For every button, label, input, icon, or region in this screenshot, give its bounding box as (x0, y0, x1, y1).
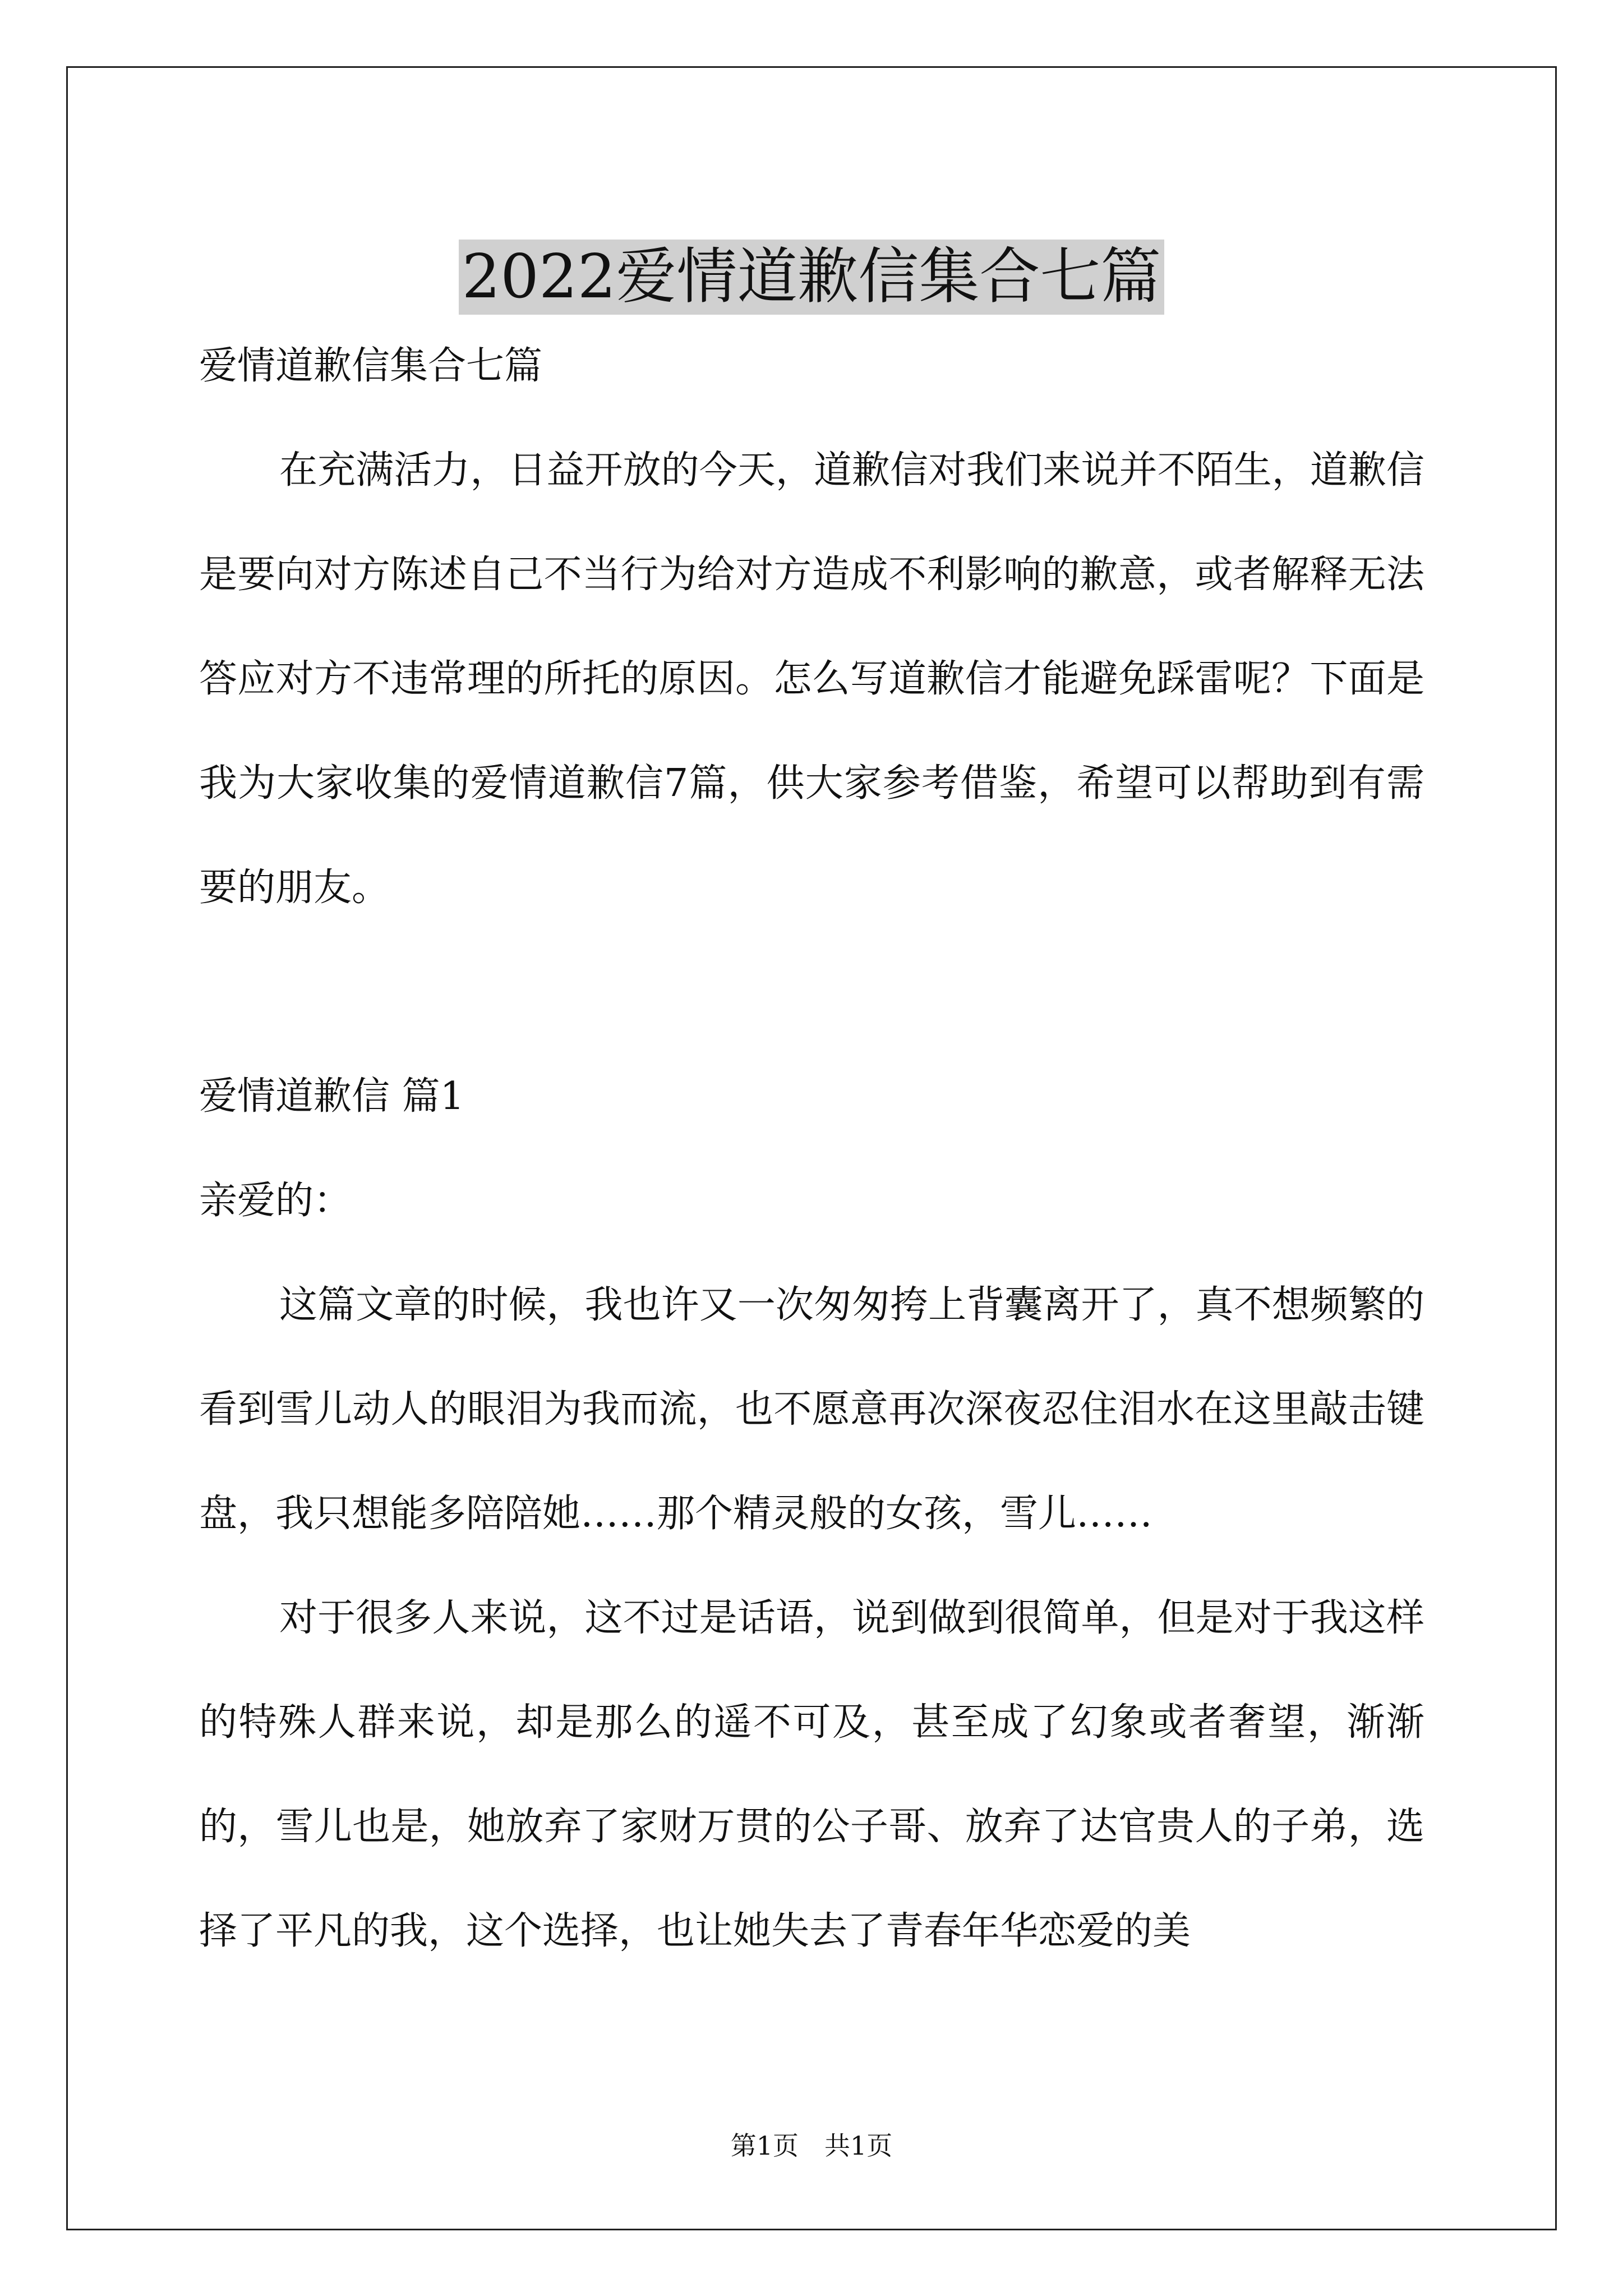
document-title: 2022爱情道歉信集合七篇 (459, 240, 1165, 315)
page-total: 共1页 (824, 2131, 893, 2161)
page-footer (0, 2129, 1623, 2162)
page-number: 第1页 (730, 2131, 799, 2161)
body-paragraph: 这篇文章的时候，我也许又一次匆匆挎上背囊离开了，真不想频繁的看到雪儿动人的眼泪为我而流，也不愿意再次深夜忍住泪水在这里敲击键盘，我只想能多陪陪她……那个精灵般的女孩，雪儿…… (199, 1283, 1424, 1536)
intro-paragraph: 在充满活力，日益开放的今天，道歉信对我们来说并不陌生，道歉信是要向对方陈述自己不当行为给对方造成不利影响的歉意，或者解释无法答应对方不违常理的所托的原因。怎么写道歉信才能避免踩雷呢？下面是我为大家收集的爱情道歉信7篇，供大家参考借鉴，希望可以帮助到有需要的朋友。 (199, 448, 1424, 910)
document-body (199, 314, 1424, 1984)
subtitle-paragraph: 爱情道歉信集合七篇 (199, 344, 543, 388)
section-gap (199, 940, 1424, 1045)
body-paragraph: 对于很多人来说，这不过是话语，说到做到很简单，但是对于我这样的特殊人群来说，却是那么的遥不可及，甚至成了幻象或者奢望，渐渐的，雪儿也是，她放弃了家财万贯的公子哥、放弃了达官贵人的子弟，选择了平凡的我，这个选择，也让她失去了青春年华恋爱的美 (199, 1596, 1424, 1953)
section-heading: 爱情道歉信 篇1 (199, 1074, 464, 1119)
salutation: 亲爱的： (199, 1179, 352, 1223)
